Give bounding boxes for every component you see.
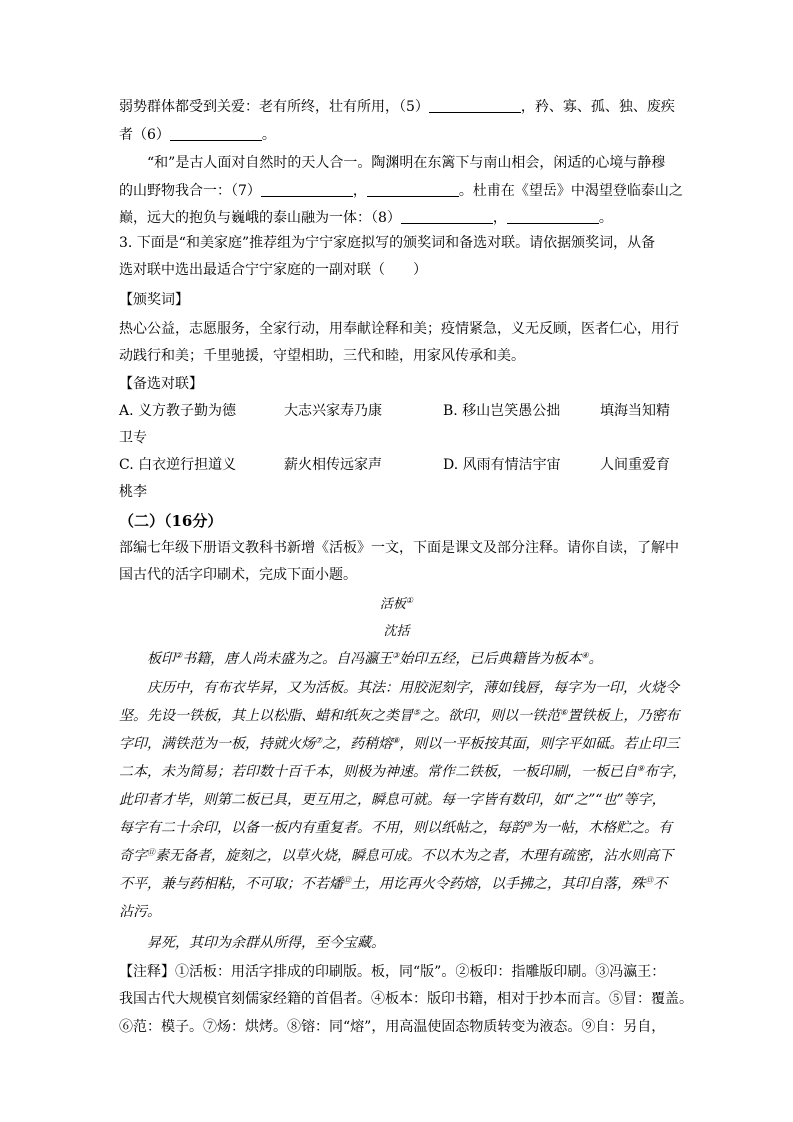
footnote-marker: ③ bbox=[392, 651, 400, 660]
couplet-heading: 【备选对联】 bbox=[119, 376, 203, 392]
footnote-marker: ⑨ bbox=[637, 764, 645, 773]
passage-line: 庆历中，有布衣毕昇，又为活板。其法：用胶泥刻字，薄如钱唇，每字为一印，火烧令 bbox=[147, 680, 679, 696]
award-heading: 【颁奖词】 bbox=[119, 292, 189, 308]
passage-author: 沈括 bbox=[383, 624, 410, 639]
text-span: 之，药稍熔 bbox=[322, 736, 393, 752]
answer-blank-7b[interactable] bbox=[367, 182, 459, 197]
passage-title bbox=[0, 593, 793, 612]
option-c-second: 薪火相传远家声 bbox=[284, 457, 382, 473]
text-span: 板印 bbox=[147, 651, 175, 667]
answer-blank-6[interactable] bbox=[170, 126, 262, 141]
text-span: 始印五经，已后典籍皆为板本 bbox=[399, 651, 582, 667]
text-line bbox=[119, 180, 683, 200]
passage-paragraph-1 bbox=[147, 648, 603, 668]
passage-line bbox=[119, 817, 672, 837]
text-span: ， bbox=[352, 183, 367, 199]
question-3-stem: 3. 下面是“和美家庭”推荐组为宁宁家庭拟写的颁奖词和备选对联。请依据颁奖词，从备 bbox=[119, 235, 656, 251]
passage-line bbox=[119, 705, 679, 725]
footnote-marker: ② bbox=[175, 651, 183, 660]
text-span: 。 bbox=[588, 651, 603, 667]
passage-line: 沾污。 bbox=[119, 904, 161, 920]
text-span: 置铁板上，乃密布 bbox=[567, 708, 680, 724]
footnote-marker: ⑩ bbox=[525, 820, 533, 829]
option-b-second: 填海当知精 bbox=[600, 403, 670, 419]
text-line bbox=[119, 124, 276, 144]
text-span: 为一帖，木格贮之。有 bbox=[532, 820, 673, 836]
text-span: 者（6） bbox=[119, 127, 170, 143]
footnote-marker: ⑪ bbox=[147, 848, 155, 857]
option-d-second: 人间重爱育 bbox=[600, 457, 670, 473]
text-line: “和”是古人面对自然时的天人合一。陶渊明在东篱下与南山相会，闲适的心境与静穆 bbox=[147, 155, 666, 171]
footnote-marker: ⑫ bbox=[343, 876, 351, 885]
text-line bbox=[119, 96, 675, 116]
footnote-marker: ① bbox=[405, 596, 414, 605]
text-span: 书籍，唐人尚未盛为之。自冯瀛王 bbox=[182, 651, 393, 667]
passage-line bbox=[119, 845, 673, 865]
text-span: 之。欲印，则以一铁范 bbox=[420, 708, 561, 724]
footnote-marker: ⑦ bbox=[315, 736, 323, 745]
answer-blank-5[interactable] bbox=[429, 98, 521, 113]
text-span: 布字， bbox=[644, 764, 687, 780]
text-span: 。 bbox=[261, 127, 276, 143]
option-d[interactable]: D. 风雨有情洁宇宙 bbox=[443, 457, 561, 473]
passage-paragraph-3: 昇死，其印为余群从所得，至今宝藏。 bbox=[147, 935, 385, 951]
notes-line: 我国古代大规模官刻儒家经籍的首倡者。④板本：版印书籍，相对于抄本而言。⑤冒：覆盖。 bbox=[119, 991, 693, 1007]
notes-line: ⑥范：模子。⑦炀：烘烤。⑧镕：同“熔”，用高温使固态物质转变为液态。⑨自：另自， bbox=[119, 1019, 666, 1035]
text-span: 字印，满铁范为一板，持就火炀 bbox=[119, 736, 315, 752]
intro-text-2: 国古代的活字印刷术，完成下面小题。 bbox=[119, 567, 357, 583]
text-span: 坚。先设一铁板，其上以松脂、蜡和纸灰之类冒 bbox=[119, 708, 413, 724]
option-c[interactable]: C. 白衣逆行担道义 bbox=[119, 457, 237, 473]
text-span: 。杜甫在《望岳》中渴望登临泰山之 bbox=[458, 183, 683, 199]
passage-line bbox=[119, 873, 667, 893]
text-span: 每字有二十余印，以备一板内有重复者。不用，则以纸帖之，每韵 bbox=[119, 820, 525, 836]
text-span: ，矜、寡、孤、独、废疾 bbox=[520, 99, 675, 115]
text-span: 奇字 bbox=[119, 848, 147, 864]
footnote-marker: ⑧ bbox=[392, 736, 400, 745]
option-b-wrap: 卫专 bbox=[119, 430, 147, 446]
text-span: 不 bbox=[653, 876, 667, 892]
footnote-marker: ⑥ bbox=[560, 708, 568, 717]
answer-blank-8b[interactable] bbox=[507, 209, 599, 224]
title-text: 活板 bbox=[379, 597, 406, 612]
passage-line: 此印者才毕，则第二板已具，更互用之，瞬息可就。每一字皆有数印，如“之”“也”等字， bbox=[119, 792, 666, 808]
option-a-second: 大志兴家寿乃康 bbox=[284, 403, 382, 419]
passage-line bbox=[119, 733, 679, 753]
option-b[interactable]: B. 移山岂笑愚公拙 bbox=[443, 403, 561, 419]
section-heading: （二）（16分） bbox=[119, 512, 223, 530]
text-span: ，则以一平板按其面，则字平如砥。若止印三 bbox=[399, 736, 680, 752]
award-text: 热心公益，志愿服务，全家行动，用奉献诠释和美；疫情紧急，义无反顾，医者仁心，用行 bbox=[119, 321, 679, 337]
footnote-marker: ⑬ bbox=[645, 876, 653, 885]
text-span: 弱势群体都受到关爱：老有所终，壮有所用，（5） bbox=[119, 99, 429, 115]
footnote-marker: ⑤ bbox=[413, 708, 421, 717]
notes-line: 【注释】①活板：用活字排成的印刷版。板，同“版”。②板印：指雕版印刷。③冯瀛王： bbox=[119, 964, 666, 980]
text-span: 二本，未为简易；若印数十百千本，则极为神速。常作二铁板，一板印刷，一板已自 bbox=[119, 764, 637, 780]
answer-blank-7a[interactable] bbox=[261, 182, 353, 197]
text-span: 土，用讫再火令药熔，以手拂之，其印自落，殊 bbox=[351, 876, 645, 892]
option-d-wrap: 桃李 bbox=[119, 484, 147, 500]
answer-blank-8a[interactable] bbox=[401, 209, 493, 224]
text-line bbox=[119, 207, 613, 227]
option-a[interactable]: A. 义方教子勤为德 bbox=[119, 403, 237, 419]
passage-line bbox=[119, 761, 686, 781]
question-3-stem-2: 选对联中选出最适合宁宁家庭的一副对联（ ） bbox=[119, 262, 427, 278]
text-span: ， bbox=[492, 210, 507, 226]
text-span: 巅，远大的抱负与巍峨的泰山融为一体：（8） bbox=[119, 210, 401, 226]
award-text-2: 动践行和美；千里驰援，守望相助，三代和睦，用家风传承和美。 bbox=[119, 348, 525, 364]
text-span: 不平，兼与药相粘，不可取；不若燔 bbox=[119, 876, 343, 892]
text-span: 素无备者，旋刻之，以草火烧，瞬息可成。不以木为之者，木理有疏密，沾水则高下 bbox=[155, 848, 673, 864]
text-span: 的山野物我合一：（7） bbox=[119, 183, 261, 199]
footnote-marker: ④ bbox=[581, 651, 589, 660]
intro-text: 部编七年级下册语文教科书新增《活板》一文，下面是课文及部分注释。请你自读，了解中 bbox=[119, 540, 679, 556]
text-span: 。 bbox=[598, 210, 613, 226]
